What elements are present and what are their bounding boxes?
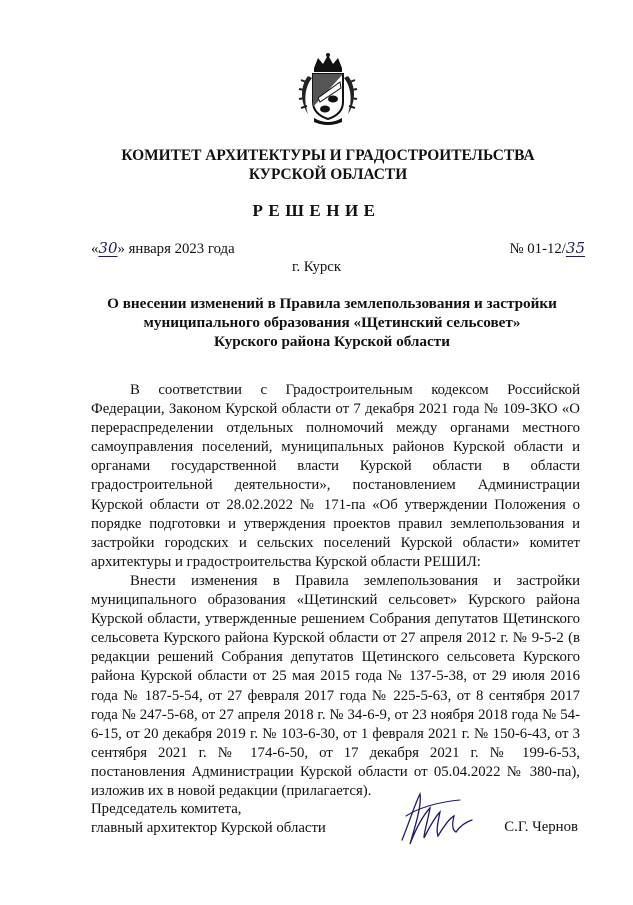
body-paragraph: В соответствии с Градостроительным кодексом Российской Федерации, Законом Курской области от 7 декабря 2021 года № 109-ЗКО «О перераспределении отдельных полномочий между органами местного самоуправления поселений, муниципальных районов Курской области и органами государственной власти Курской области в области градостроительной деятельности», постановлением Администрации Курской области от 28.02.2022 № 171-па «Об утверждении Положения о порядке подготовки и утверждения проектов правил землепользования и застройки городских и сельских поселений Курской области» комитет архитектуры и градостроительства Курской области РЕШИЛ:: [91, 382, 580, 570]
coat-of-arms-emblem: [298, 52, 358, 127]
organization-name: [80, 146, 576, 184]
subject-line: О внесении изменений в Правила землепользования и застройки: [107, 295, 557, 312]
org-name-line: КОМИТЕТ АРХИТЕКТУРЫ И ГРАДОСТРОИТЕЛЬСТВА: [121, 147, 535, 164]
document-city: г. Курск: [291, 259, 342, 275]
handwritten-signature: [398, 786, 476, 852]
subject-line: Курского района Курской области: [214, 333, 450, 350]
document-subject: [90, 294, 574, 351]
document-type-title: РЕШЕНИЕ: [252, 201, 381, 220]
position-line: главный архитектор Курской области: [91, 820, 326, 836]
document-number: [509, 239, 585, 258]
handwritten-day: 30: [98, 239, 118, 257]
document-body: [91, 381, 580, 801]
handwritten-number: 35: [565, 239, 585, 257]
signatory-position: [91, 800, 326, 838]
subject-line: муниципального образования «Щетинский сельсовет»: [143, 314, 521, 331]
signatory-name: С.Г. Чернов: [504, 819, 578, 835]
number-prefix: № 01-12/: [509, 241, 566, 257]
document-date: [91, 239, 235, 258]
date-rest: » января 2023 года: [117, 241, 235, 257]
position-line: Председатель комитета,: [91, 801, 242, 817]
org-name-line: КУРСКОЙ ОБЛАСТИ: [248, 166, 408, 183]
date-open-quote: «: [91, 241, 99, 257]
body-paragraph: Внести изменения в Правила землепользования и застройки муниципального образования «Щетинский сельсовет» Курского района Курской области, утвержденные решением Собрания депутатов Щетинского сельсовета Курского района Курской области от 27 апреля 2012 г. № 9-5-2 (в редакции решений Собрания депутатов Щетинского сельсовета Курского района Курской области от 25 мая 2015 года № 137-5-38, от 29 июля 2016 года № 187-5-54, от 27 февраля 2017 года № 225-5-63, от 8 сентября 2017 года № 247-5-68, от 27 апреля 2018 г. № 34-6-9, от 23 ноября 2018 года № 54-6-15, от 20 декабря 2019 г. № 103-6-30, от 1 февраля 2021 г. № 150-6-43, от 3 сентября 2021 г. № 174-6-50, от 17 декабря 2021 г. № 199-6-53, постановления Администрации Курской области от 05.04.2022 № 380-па), изложив их в новой редакции (прилагается).: [91, 572, 580, 799]
